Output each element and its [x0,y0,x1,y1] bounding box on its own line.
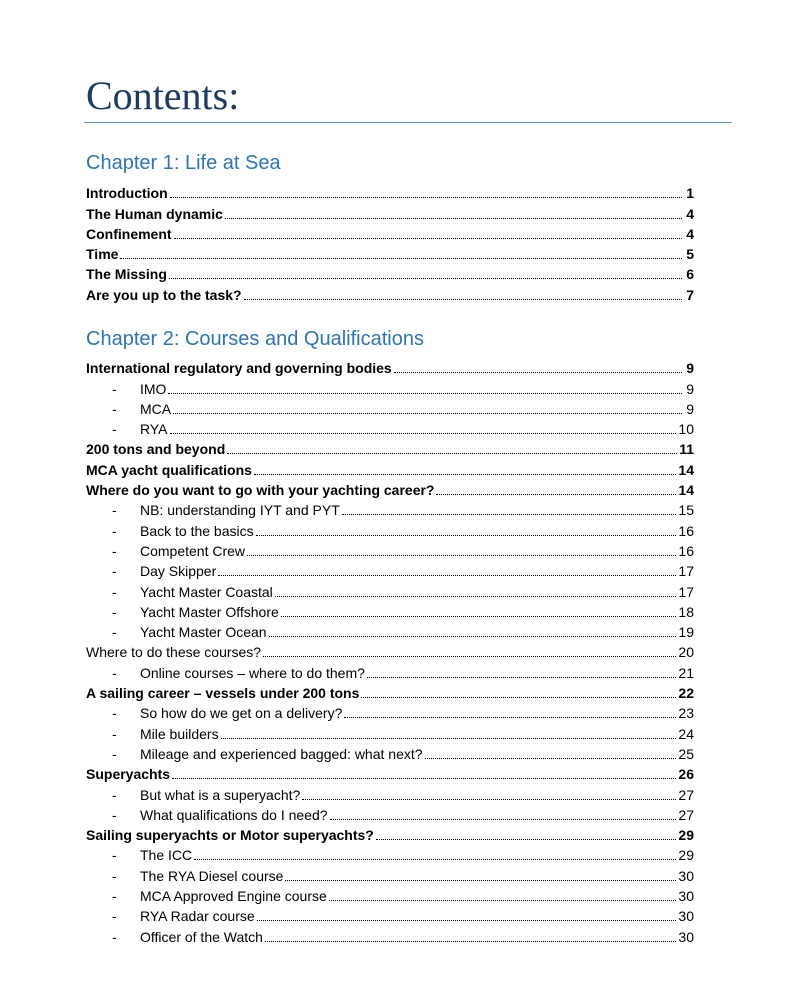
toc-entry-label: Time [86,246,119,263]
toc-entry-label: Superyachts [86,766,171,783]
dot-leader [244,298,682,300]
toc-entry-label: MCA [140,400,172,417]
toc-entry[interactable] [86,621,694,641]
toc-page-number: 22 [678,685,694,702]
toc-entry[interactable] [86,398,694,418]
toc-entry-label: A sailing career – vessels under 200 tons [86,685,360,702]
toc-page-number: 21 [678,664,694,681]
chapter-2-toc [86,357,694,946]
dot-leader [168,392,682,394]
toc-entry-label: Competent Crew [140,542,246,559]
sub-entry-marker: - [112,928,117,945]
toc-entry[interactable] [86,182,694,202]
toc-entry[interactable] [86,743,694,763]
toc-page-number: 10 [678,421,694,438]
toc-entry-label: RYA [140,421,168,438]
dot-leader [257,919,677,921]
sub-entry-marker: - [112,725,117,742]
sub-entry-marker: - [112,502,117,519]
dot-leader [376,838,677,840]
dot-leader [173,412,682,414]
toc-page-number: 6 [686,266,694,283]
toc-entry-label: Yacht Master Offshore [140,603,279,620]
toc-entry-label: Confinement [86,225,172,242]
dot-leader [225,217,682,219]
toc-entry[interactable] [86,722,694,742]
toc-entry-label: The RYA Diesel course [140,867,284,884]
dot-leader [256,534,677,536]
toc-page-number: 14 [678,482,694,499]
toc-page-number: 27 [678,786,694,803]
toc-page-number: 30 [678,888,694,905]
toc-page-number: 18 [678,603,694,620]
toc-entry[interactable] [86,499,694,519]
toc-entry[interactable] [86,885,694,905]
dot-leader [275,595,677,597]
toc-page-number: 25 [678,745,694,762]
toc-page-number: 30 [678,908,694,925]
title-divider [84,122,732,123]
toc-entry-label: MCA Approved Engine course [140,888,327,905]
toc-entry[interactable] [86,601,694,621]
toc-page-number: 9 [686,400,694,417]
chapter-1-heading: Chapter 1: Life at Sea [86,152,281,174]
dot-leader [174,237,682,239]
chapter-2-heading: Chapter 2: Courses and Qualifications [86,328,424,350]
dot-leader [342,513,677,515]
dot-leader [361,696,676,698]
toc-page-number: 27 [678,806,694,823]
sub-entry-marker: - [112,421,117,438]
sub-entry-marker: - [112,603,117,620]
toc-entry[interactable] [86,864,694,884]
toc-entry-label: But what is a superyacht? [140,786,301,803]
sub-entry-marker: - [112,705,117,722]
toc-page-number: 11 [679,441,694,458]
toc-page-number: 5 [686,246,694,263]
toc-entry[interactable] [86,243,694,263]
sub-entry-marker: - [112,624,117,641]
dot-leader [269,635,677,637]
toc-entry-label: Mileage and experienced bagged: what next? [140,745,423,762]
toc-entry-label: International regulatory and governing bodies [86,360,392,377]
toc-entry[interactable] [86,377,694,397]
toc-entry[interactable] [86,519,694,539]
toc-page-number: 19 [678,624,694,641]
toc-entry[interactable] [86,783,694,803]
toc-entry[interactable] [86,824,694,844]
toc-entry[interactable] [86,223,694,243]
sub-entry-marker: - [112,380,117,397]
sub-entry-marker: - [112,888,117,905]
sub-entry-marker: - [112,542,117,559]
sub-entry-marker: - [112,400,117,417]
toc-entry-label: Officer of the Watch [140,928,263,945]
toc-entry-label: Mile builders [140,725,219,742]
sub-entry-marker: - [112,522,117,539]
sub-entry-marker: - [112,908,117,925]
toc-entry[interactable] [86,580,694,600]
toc-entry[interactable] [86,540,694,560]
toc-page-number: 26 [678,766,694,783]
sub-entry-marker: - [112,583,117,600]
toc-page-number: 20 [678,644,694,661]
dot-leader [425,757,677,759]
toc-entry[interactable] [86,661,694,681]
toc-page-number: 16 [678,542,694,559]
toc-entry[interactable] [86,283,694,303]
sub-entry-marker: - [112,563,117,580]
dot-leader [172,777,676,779]
toc-entry-label: Back to the basics [140,522,254,539]
toc-page-number: 14 [678,461,694,478]
sub-entry-marker: - [112,867,117,884]
toc-entry-label: Yacht Master Ocean [140,624,267,641]
toc-page-number: 23 [678,705,694,722]
toc-page-number: 17 [678,563,694,580]
toc-entry[interactable] [86,763,694,783]
toc-entry[interactable] [86,202,694,222]
sub-entry-marker: - [112,847,117,864]
page-title: Contents: [86,73,240,118]
dot-leader [281,615,677,617]
dot-leader [254,473,676,475]
toc-page-number: 17 [678,583,694,600]
chapter-1-toc [86,182,694,304]
dot-leader [169,277,682,279]
dot-leader [394,371,682,373]
toc-page-number: 4 [686,225,694,242]
toc-entry[interactable] [86,844,694,864]
toc-entry[interactable] [86,804,694,824]
sub-entry-marker: - [112,745,117,762]
toc-entry-label: Introduction [86,185,168,202]
sub-entry-marker: - [112,664,117,681]
toc-entry[interactable] [86,263,694,283]
toc-page-number: 1 [686,185,694,202]
sub-entry-marker: - [112,806,117,823]
toc-page-number: 9 [686,360,694,377]
toc-entry-label: Yacht Master Coastal [140,583,273,600]
toc-entry[interactable] [86,702,694,722]
dot-leader [194,858,676,860]
dot-leader [330,818,677,820]
toc-entry-label: Where do you want to go with your yachting career? [86,482,435,499]
dot-leader [120,257,682,259]
toc-entry-label: NB: understanding IYT and PYT [140,502,340,519]
dot-leader [218,574,676,576]
toc-page-number: 16 [678,522,694,539]
dot-leader [247,554,676,556]
toc-entry-label: 200 tons and beyond [86,441,226,458]
dot-leader [285,879,676,881]
toc-page-number: 4 [686,205,694,222]
dot-leader [436,493,676,495]
dot-leader [344,716,676,718]
toc-entry[interactable] [86,458,694,478]
toc-page-number: 9 [686,380,694,397]
toc-entry[interactable] [86,418,694,438]
toc-page-number: 15 [678,502,694,519]
toc-entry-label: Are you up to the task? [86,286,242,303]
toc-entry[interactable] [86,357,694,377]
dot-leader [170,432,677,434]
toc-entry-label: The ICC [140,847,193,864]
toc-entry[interactable] [86,479,694,499]
toc-entry[interactable] [86,641,694,661]
toc-entry-label: The Human dynamic [86,205,223,222]
dot-leader [329,899,677,901]
toc-entry-label: So how do we get on a delivery? [140,705,343,722]
toc-page-number: 29 [678,827,694,844]
toc-entry-label: Where to do these courses? [86,644,262,661]
dot-leader [302,798,676,800]
toc-entry[interactable] [86,438,694,458]
dot-leader [227,452,677,454]
toc-page-number: 30 [678,928,694,945]
toc-page-number: 24 [678,725,694,742]
toc-entry[interactable] [86,925,694,945]
toc-entry-label: Day Skipper [140,563,217,580]
sub-entry-marker: - [112,786,117,803]
toc-page-number: 29 [678,847,694,864]
dot-leader [170,196,682,198]
dot-leader [221,737,677,739]
toc-entry-label: IMO [140,380,167,397]
toc-entry-label: RYA Radar course [140,908,255,925]
toc-entry[interactable] [86,560,694,580]
toc-entry-label: Sailing superyachts or Motor superyachts? [86,827,374,844]
toc-entry-label: The Missing [86,266,167,283]
toc-entry-label: Online courses – where to do them? [140,664,365,681]
toc-page-number: 30 [678,867,694,884]
toc-entry-label: What qualifications do I need? [140,806,328,823]
dot-leader [265,940,676,942]
toc-entry[interactable] [86,682,694,702]
dot-leader [367,676,677,678]
toc-page-number: 7 [686,286,694,303]
toc-entry-label: MCA yacht qualifications [86,461,252,478]
toc-entry[interactable] [86,905,694,925]
dot-leader [263,655,676,657]
